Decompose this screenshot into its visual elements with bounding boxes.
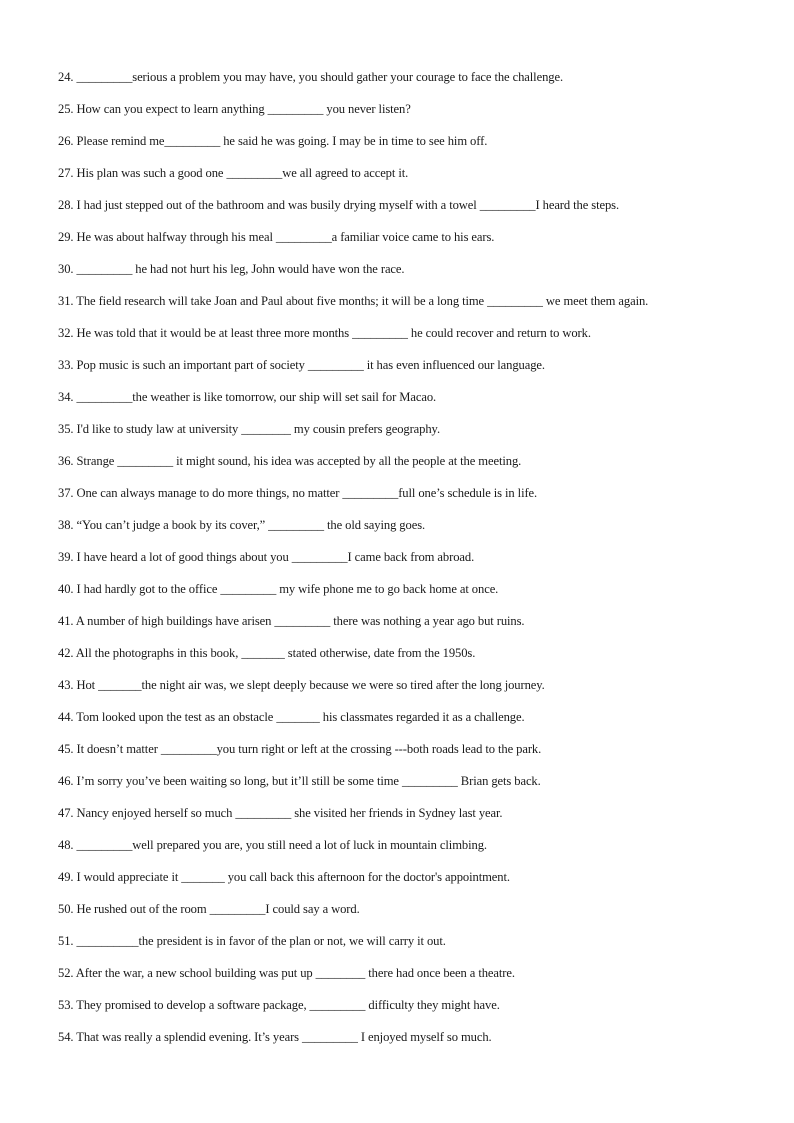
question-35: 35. I'd like to study law at university ________ my cousin prefers geography. — [58, 422, 440, 436]
question-list — [58, 68, 758, 1060]
question-45: 45. It doesn’t matter _________you turn right or left at the crossing ---both roads lead to the park. — [58, 742, 542, 756]
question-24: 24. _________serious a problem you may have, you should gather your courage to face the challenge. — [58, 70, 563, 84]
question-53: 53. They promised to develop a software package, _________ difficulty they might have. — [58, 998, 500, 1012]
question-34: 34. _________the weather is like tomorrow, our ship will set sail for Macao. — [58, 390, 437, 404]
question-52: 52. After the war, a new school building was put up ________ there had once been a theatre. — [58, 966, 515, 980]
question-46: 46. I’m sorry you’ve been waiting so long, but it’ll still be some time _________ Brian gets back. — [58, 774, 541, 788]
question-43: 43. Hot _______the night air was, we slept deeply because we were so tired after the long journey. — [58, 678, 545, 692]
question-48: 48. _________well prepared you are, you still need a lot of luck in mountain climbing. — [58, 838, 487, 852]
question-37: 37. One can always manage to do more things, no matter _________full one’s schedule is in life. — [58, 486, 538, 500]
question-54: 54. That was really a splendid evening. It’s years _________ I enjoyed myself so much. — [58, 1030, 492, 1044]
question-51: 51. __________the president is in favor of the plan or not, we will carry it out. — [58, 934, 446, 948]
question-25: 25. How can you expect to learn anything _________ you never listen? — [58, 102, 411, 116]
question-42: 42. All the photographs in this book, _______ stated otherwise, date from the 1950s. — [58, 646, 476, 660]
question-29: 29. He was about halfway through his meal _________a familiar voice came to his ears. — [58, 230, 495, 244]
question-39: 39. I have heard a lot of good things about you _________I came back from abroad. — [58, 550, 475, 564]
question-32: 32. He was told that it would be at least three more months _________ he could recover and return to work. — [58, 326, 591, 340]
question-30: 30. _________ he had not hurt his leg, John would have won the race. — [58, 262, 405, 276]
question-38: 38. “You can’t judge a book by its cover,” _________ the old saying goes. — [58, 518, 426, 532]
question-26: 26. Please remind me_________ he said he was going. I may be in time to see him off. — [58, 134, 488, 148]
question-49: 49. I would appreciate it _______ you call back this afternoon for the doctor's appointment. — [58, 870, 510, 884]
question-47: 47. Nancy enjoyed herself so much _________ she visited her friends in Sydney last year. — [58, 806, 503, 820]
question-36: 36. Strange _________ it might sound, his idea was accepted by all the people at the meeting. — [58, 454, 522, 468]
question-41: 41. A number of high buildings have arisen _________ there was nothing a year ago but ruins. — [58, 614, 525, 628]
question-44: 44. Tom looked upon the test as an obstacle _______ his classmates regarded it as a challenge. — [58, 710, 525, 724]
question-27: 27. His plan was such a good one _________we all agreed to accept it. — [58, 166, 409, 180]
question-28: 28. I had just stepped out of the bathroom and was busily drying myself with a towel _________I heard the steps. — [58, 198, 620, 212]
question-31: 31. The field research will take Joan and Paul about five months; it will be a long time _________ we meet them again. — [58, 294, 649, 308]
question-33: 33. Pop music is such an important part of society _________ it has even influenced our language. — [58, 358, 545, 372]
question-50: 50. He rushed out of the room _________I could say a word. — [58, 902, 360, 916]
question-40: 40. I had hardly got to the office _________ my wife phone me to go back home at once. — [58, 582, 499, 596]
